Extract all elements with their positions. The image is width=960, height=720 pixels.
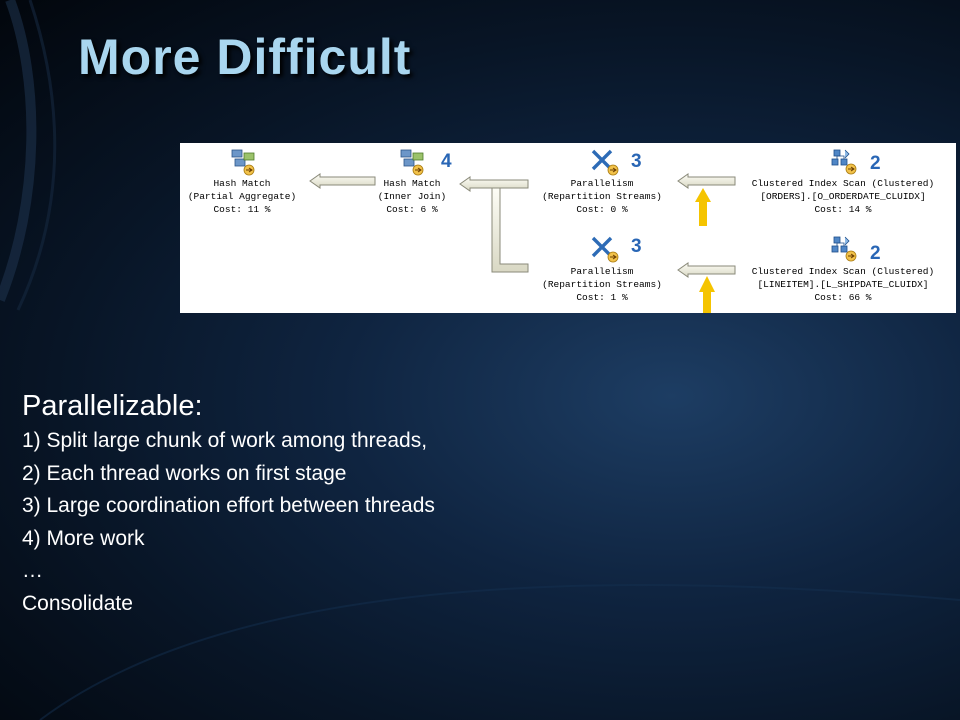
step-number: 2	[870, 243, 881, 264]
list-item: 2) Each thread works on first stage	[22, 461, 347, 485]
hash-match-icon	[232, 150, 254, 175]
body-heading: Parallelizable:	[22, 390, 203, 422]
list-item: 1) Split large chunk of work among threads,	[22, 429, 428, 452]
plan-node-cost: Cost: 11 %	[213, 204, 271, 215]
parallelism-icon	[593, 238, 618, 262]
parallelism-icon	[593, 151, 618, 175]
hash-match-icon	[401, 150, 423, 175]
plan-node-detail: [ORDERS].[O_ORDERDATE_CLUIDX]	[760, 191, 926, 202]
plan-node-detail: (Inner Join)	[377, 191, 447, 202]
flow-arrow	[310, 174, 375, 188]
plan-node-name: Hash Match	[213, 178, 271, 189]
clustered-index-scan-icon	[832, 150, 856, 174]
plan-node-detail: (Repartition Streams)	[542, 279, 662, 290]
plan-node-name: Clustered Index Scan (Clustered)	[751, 266, 935, 277]
plan-node-cost: Cost: 0 %	[576, 204, 628, 215]
step-number: 2	[870, 153, 881, 174]
plan-node-cost: Cost: 14 %	[814, 204, 872, 215]
flow-arrow	[678, 174, 735, 188]
list-item: Consolidate	[22, 591, 133, 615]
plan-node-name: Parallelism	[570, 178, 634, 189]
plan-node-cost: Cost: 66 %	[814, 292, 872, 303]
plan-node-detail: (Repartition Streams)	[542, 191, 662, 202]
plan-node-name: Clustered Index Scan (Clustered)	[751, 178, 935, 189]
flow-arrow	[678, 263, 735, 277]
plan-node-name: Hash Match	[383, 178, 441, 189]
plan-node-detail: (Partial Aggregate)	[187, 191, 297, 202]
clustered-index-scan-icon	[832, 237, 856, 261]
plan-node-cost: Cost: 6 %	[386, 204, 438, 215]
highlight-arrow	[695, 188, 711, 226]
step-number: 3	[631, 236, 642, 257]
slide-title: More Difficult	[78, 29, 412, 85]
step-number: 3	[631, 151, 642, 172]
highlight-arrow	[699, 276, 715, 313]
list-item: …	[22, 559, 43, 582]
flow-arrow-branch	[460, 177, 528, 272]
plan-node-cost: Cost: 1 %	[576, 292, 628, 303]
list-item: 3) Large coordination effort between threads	[22, 494, 435, 517]
plan-node-detail: [LINEITEM].[L_SHIPDATE_CLUIDX]	[757, 279, 929, 290]
plan-node-name: Parallelism	[570, 266, 634, 277]
slide-body	[22, 387, 435, 620]
list-item: 4) More work	[22, 526, 145, 550]
step-number: 4	[441, 151, 452, 172]
